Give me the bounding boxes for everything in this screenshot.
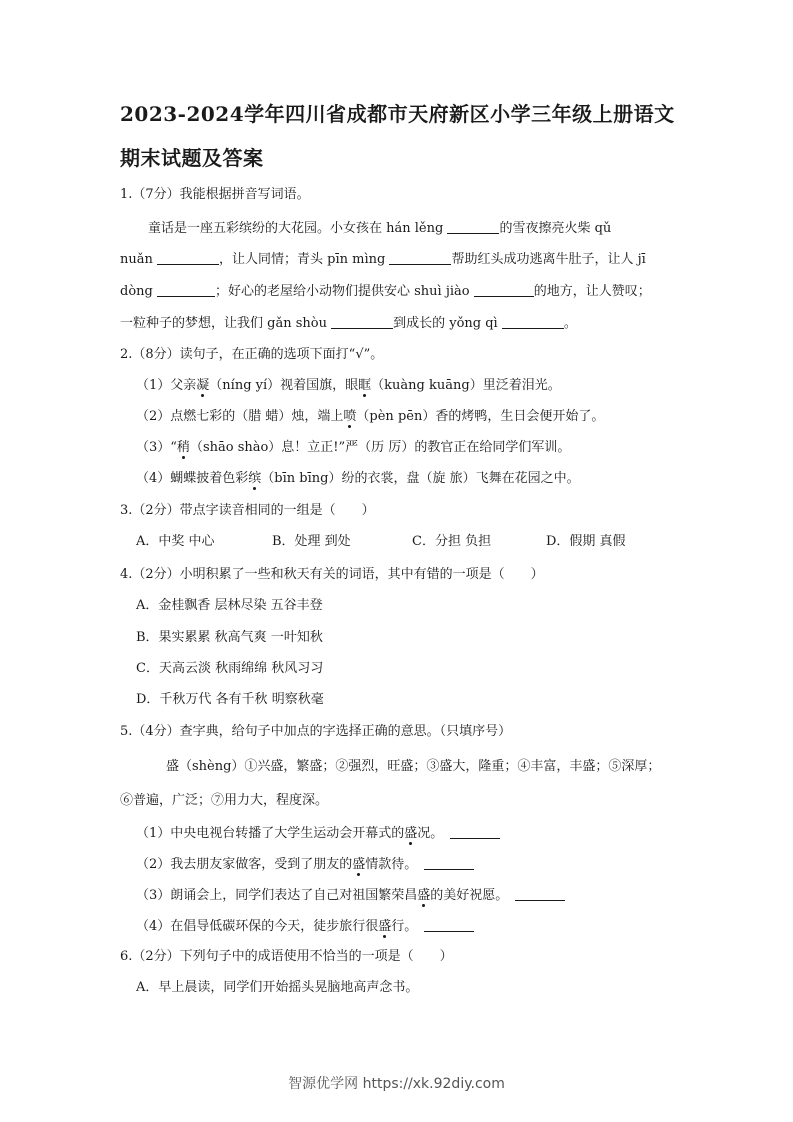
q5-stem: 5.（4分）查字典，给句子中加点的字选择正确的意思。（只填序号） (120, 724, 512, 739)
dotted-char: 盛 (417, 888, 431, 903)
q2-text: （pèn pēn）香的烤鸭，生日会便开始了。 (356, 409, 605, 424)
q5-text: （3）朗诵会上，同学们表达了自己对祖国繁荣昌 (136, 888, 418, 903)
answer-blank[interactable] (424, 857, 474, 870)
q2-text: （2）点燃七彩的（腊 蜡）烛，端上 (136, 409, 344, 424)
q1-text: 的地方，让人赞叹； (533, 284, 651, 299)
q6-option-a[interactable]: A．早上晨读，同学们开始摇头晃脑地高声念书。 (136, 980, 419, 995)
dotted-char: 盛 (378, 919, 392, 934)
page-footer: 智源优学网 https://xk.92diy.com (288, 1076, 505, 1092)
q1-text: 的雪夜擦亮火柴 qǔ (499, 221, 612, 236)
q2-sentence-3 (136, 441, 570, 454)
page-title-line2: 期末试题及答案 (120, 146, 264, 170)
q4-option-c[interactable]: C．天高云淡 秋雨绵绵 秋风习习 (136, 661, 324, 676)
q1-text: 童话是一座五彩缤纷的大花园。小女孩在 hán lěng (148, 221, 444, 236)
dotted-char: 喷 (343, 409, 357, 424)
q5-sentence-4 (136, 919, 474, 933)
q1-text: 到成长的 yǒng qì (393, 316, 498, 331)
q5-text: 行。 (391, 919, 411, 934)
q2-sentence-4 (136, 472, 580, 485)
q1-text: 帮助红头成功逃离牛肚子，让人 jī (451, 252, 646, 267)
answer-blank[interactable] (157, 284, 215, 297)
answer-blank[interactable] (331, 316, 393, 329)
q6-stem: 6.（2分）下列句子中的成语使用不恰当的一项是（ ） (120, 949, 453, 964)
q2-sentence-1 (136, 379, 561, 392)
q5-text: 况。 (417, 826, 437, 841)
q1-text: nuǎn (120, 252, 153, 267)
q5-text: 情款待。 (365, 857, 411, 872)
q1-para-line1 (148, 221, 611, 235)
dotted-char: 盛 (404, 826, 418, 841)
q4-stem: 4.（2分）小明积累了一些和秋天有关的词语，其中有错的一项是（ ） (120, 567, 544, 582)
q1-stem: 1.（7分）我能根据拼音写词语。 (120, 187, 310, 202)
q5-text: 的美好祝愿。 (430, 888, 502, 903)
q3-option-c[interactable]: C．分担 负担 (412, 534, 492, 549)
answer-blank[interactable] (474, 284, 534, 297)
q1-text: ；好心的老屋给小动物们提供安心 shuì jiào (214, 284, 470, 299)
q5-sentence-3 (136, 888, 565, 902)
q4-option-a[interactable]: A．金桂飘香 层林尽染 五谷丰登 (136, 598, 323, 613)
q1-para-line2 (120, 252, 646, 266)
q2-sentence-2 (136, 410, 604, 423)
q2-text: （3）“ (136, 440, 177, 455)
answer-blank[interactable] (502, 316, 564, 329)
q4-option-b[interactable]: B．果实累累 秋高气爽 一叶知秋 (136, 630, 323, 645)
q5-sentence-1 (136, 826, 500, 840)
dotted-char: 盛 (352, 857, 366, 872)
q2-text: （bīn bīng）纷的衣裳，盘（旋 旅）飞舞在花园之中。 (261, 471, 580, 486)
dotted-char: 眶 (358, 378, 372, 393)
dotted-char: 缤 (248, 471, 262, 486)
q2-text: （níng yí）视着国旗，眼 (209, 378, 359, 393)
q5-definition-line2: ⑥普遍，广泛；⑦用力大，程度深。 (120, 793, 329, 808)
answer-blank[interactable] (447, 221, 499, 234)
q3-stem: 3.（2分）带点字读音相同的一组是（ ） (120, 503, 375, 518)
q2-text: （4）蝴蝶披着色彩 (136, 471, 249, 486)
q5-definition-line1: 盛（shèng）①兴盛，繁盛；②强烈，旺盛；③盛大，隆重；④丰富，丰盛；⑤深厚； (166, 759, 661, 774)
q2-text: （1）父亲 (136, 378, 197, 393)
q2-text: （kuàng kuāng）里泛着泪光。 (371, 378, 561, 393)
q4-option-d[interactable]: D．千秋万代 各有千秋 明察秋毫 (136, 692, 324, 707)
q1-para-line4 (120, 316, 577, 330)
q2-stem: 2.（8分）读句子，在正确的选项下面打“√”。 (120, 347, 384, 362)
dotted-char: 凝 (196, 378, 210, 393)
answer-blank[interactable] (157, 252, 219, 265)
answer-blank[interactable] (450, 826, 500, 839)
q3-option-a[interactable]: A．中奖 中心 (136, 534, 215, 549)
page-title-line1: 2023-2024学年四川省成都市天府新区小学三年级上册语文 (120, 102, 675, 126)
q2-text: （shāo shào）息！立正!”严（历 厉）的教官正在给同学们军训。 (189, 440, 571, 455)
q1-para-line3 (120, 284, 651, 298)
q5-text: （1）中央电视台转播了大学生运动会开幕式的 (136, 826, 405, 841)
q3-option-b[interactable]: B．处理 到处 (272, 534, 351, 549)
answer-blank[interactable] (424, 919, 474, 932)
q5-text: （4）在倡导低碳环保的今天，徒步旅行很 (136, 919, 379, 934)
q5-sentence-2 (136, 857, 474, 871)
answer-blank[interactable] (515, 888, 565, 901)
q5-text: （2）我去朋友家做客，受到了朋友的 (136, 857, 353, 872)
answer-blank[interactable] (389, 252, 451, 265)
dotted-char: 稍 (176, 440, 190, 455)
q1-text: 一粒种子的梦想，让我们 gǎn shòu (120, 316, 327, 331)
q1-text: 。 (563, 316, 577, 331)
q1-text: ，让人同情；青头 pīn mìng (219, 252, 386, 267)
q3-option-d[interactable]: D．假期 真假 (546, 534, 626, 549)
q1-text: dòng (120, 284, 153, 299)
